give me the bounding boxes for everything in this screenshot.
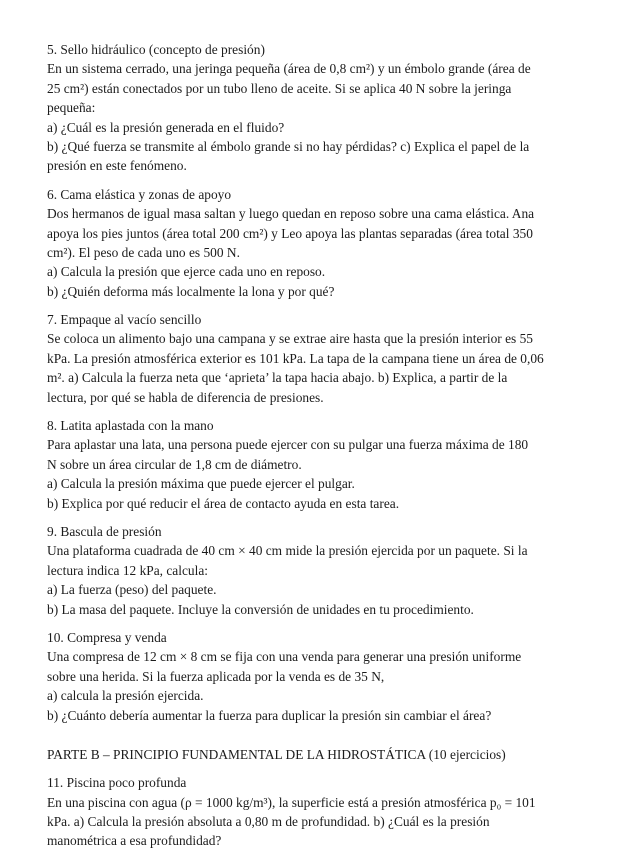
part-b-heading: PARTE B – PRINCIPIO FUNDAMENTAL DE LA HIDROSTÁTICA (10 ejercicios) [47,746,506,762]
exercise-text-line: kPa. a) Calcula la presión absoluta a 0,80 m de profundidad. b) ¿Cuál es la presión [47,814,490,830]
exercise-block [47,522,587,619]
part-a-exercises [47,40,587,725]
exercise-text-line: a) Calcula la presión que ejerce cada uno en reposo. [47,264,326,280]
exercise-block [47,628,587,725]
exercise-text-line: b) ¿Cuánto debería aumentar la fuerza para duplicar la presión sin cambiar el área? [47,707,492,723]
exercise-title: 10. Compresa y venda [47,629,167,645]
exercise-block [47,40,587,176]
exercise-text-line: a) Calcula la presión máxima que puede ejercer el pulgar. [47,476,355,492]
document-page [47,40,587,860]
exercise-text-line: En un sistema cerrado, una jeringa pequeña (área de 0,8 cm²) y un émbolo grande (área de [47,61,531,77]
exercise-text-line: m². a) Calcula la fuerza neta que ‘aprieta’ la tapa hacia abajo. b) Explica, a partir de la [47,370,508,386]
exercise-text-line: b) Explica por qué reducir el área de contacto ayuda en esta tarea. [47,495,400,511]
exercise-title: 5. Sello hidráulico (concepto de presión) [47,42,265,57]
exercise-text-line: apoya los pies juntos (área total 200 cm²) y Leo apoya las plantas separadas (área total 350 [47,225,533,241]
exercise-block [47,773,587,851]
exercise-text-line: a) calcula la presión ejercida. [47,688,204,704]
exercise-text-line: lectura, por qué se habla de diferencia de presiones. [47,389,324,405]
exercise-block [47,416,587,513]
exercise-block [47,185,587,301]
exercise-title: 8. Latita aplastada con la mano [47,418,214,434]
exercise-text-line: kPa. La presión atmosférica exterior es 101 kPa. La tapa de la campana tiene un área de 0,06 [47,350,544,366]
exercise-text-line: manométrica a esa profundidad? [47,833,222,849]
exercise-text-line: Una plataforma cuadrada de 40 cm × 40 cm mide la presión ejercida por un paquete. Si la [47,543,528,559]
exercise-text-line: lectura indica 12 kPa, calcula: [47,562,208,578]
exercise-text-line: a) La fuerza (peso) del paquete. [47,582,217,598]
exercise-text-line: Se coloca un alimento bajo una campana y se extrae aire hasta que la presión interior es 55 [47,331,533,347]
exercise-text-line: b) La masa del paquete. Incluye la conversión de unidades en tu procedimiento. [47,601,474,617]
exercise-text-line: a) ¿Cuál es la presión generada en el fluido? [47,119,285,135]
exercise-text-line: sobre una herida. Si la fuerza aplicada por la venda es de 35 N, [47,668,385,684]
exercise-text-line: En una piscina con agua (ρ = 1000 kg/m³), la superficie está a presión atmosférica p₀ = 101 [47,794,536,810]
exercise-text-line: N sobre un área circular de 1,8 cm de diámetro. [47,456,302,472]
exercise-title: 9. Bascula de presión [47,523,162,539]
exercise-title: 11. Piscina poco profunda [47,775,187,791]
exercise-text-line: b) ¿Qué fuerza se transmite al émbolo grande si no hay pérdidas? c) Explica el papel de la [47,138,530,154]
part-b-exercises [47,773,587,851]
exercise-text-line: Una compresa de 12 cm × 8 cm se fija con una venda para generar una presión uniforme [47,649,522,665]
exercise-title: 7. Empaque al vacío sencillo [47,312,202,328]
exercise-text-line: Dos hermanos de igual masa saltan y luego quedan en reposo sobre una cama elástica. Ana [47,206,535,222]
exercise-text-line: pequeña: [47,100,96,116]
exercise-text-line: cm²). El peso de cada uno es 500 N. [47,244,240,260]
exercise-text-line: presión en este fenómeno. [47,158,187,174]
exercise-text-line: Para aplastar una lata, una persona puede ejercer con su pulgar una fuerza máxima de 180 [47,437,529,453]
exercise-text-line: b) ¿Quién deforma más localmente la lona y por qué? [47,283,335,299]
exercise-block [47,310,587,407]
exercise-text-line: 25 cm²) están conectados por un tubo lleno de aceite. Si se aplica 40 N sobre la jeringa [47,80,512,96]
exercise-title: 6. Cama elástica y zonas de apoyo [47,186,232,202]
